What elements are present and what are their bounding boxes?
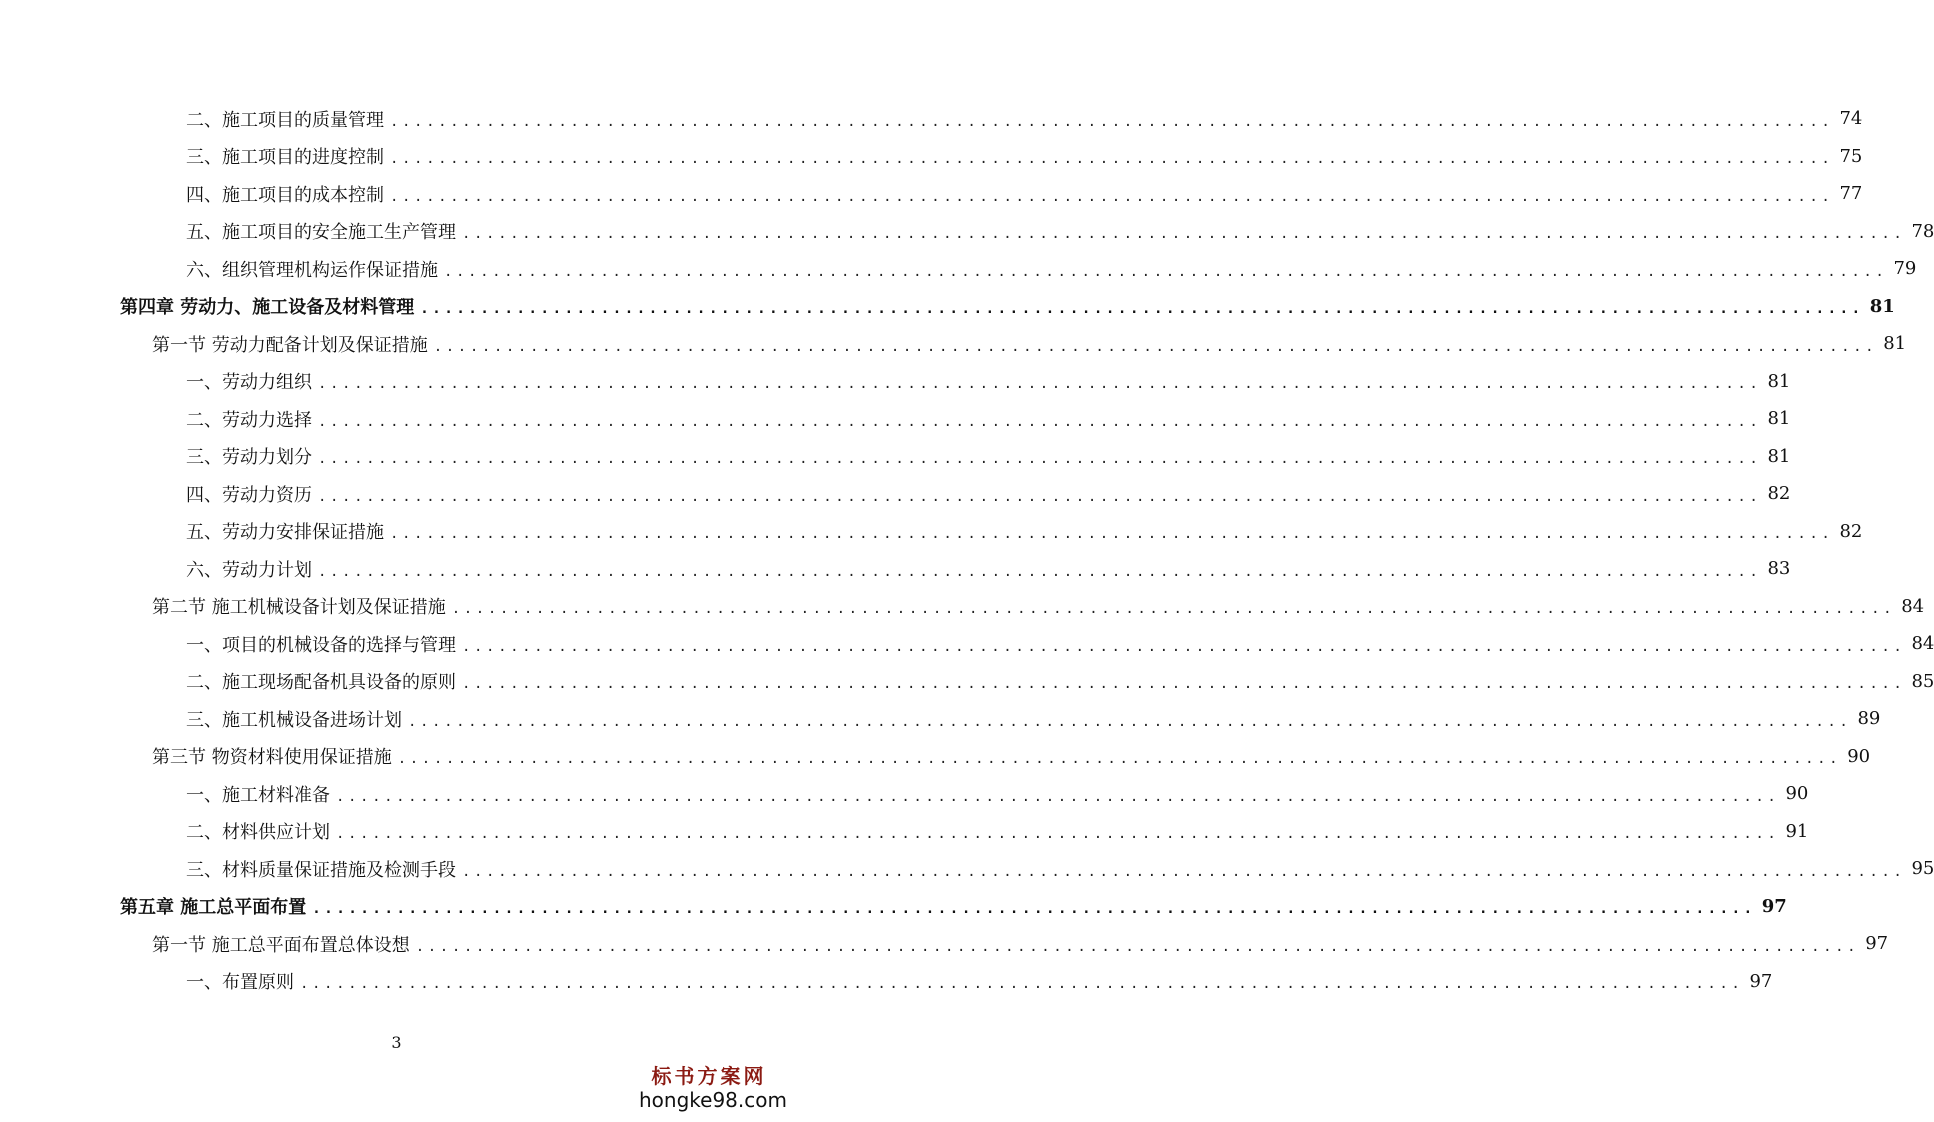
toc-entry-title: 一、布置原则: [186, 972, 294, 993]
toc-chapter-entry[interactable]: [120, 888, 1787, 925]
toc-page-number: 75: [1839, 145, 1863, 167]
toc-item-entry[interactable]: [186, 550, 1791, 587]
toc-page-number: 91: [1785, 820, 1809, 842]
toc-entry-title: 二、劳动力选择: [186, 409, 312, 431]
toc-entry-title: 六、组织管理机构运作保证措施: [186, 259, 438, 281]
toc-entry-title: 第四章 劳动力、施工设备及材料管理: [120, 297, 415, 318]
toc-item-entry[interactable]: [186, 100, 1863, 137]
watermark: [639, 1064, 787, 1112]
page-number: 3: [391, 1033, 402, 1052]
toc-item-entry[interactable]: [186, 663, 1934, 700]
toc-entry-title: 二、施工现场配备机具设备的原则: [186, 672, 456, 693]
toc-item-entry[interactable]: [186, 813, 1809, 850]
toc-page-number: 81: [1869, 295, 1895, 317]
toc-dot-leader: ........................................................................................................................: [318, 451, 1762, 467]
toc-chapter-entry[interactable]: [120, 288, 1895, 325]
toc-entry-title: 第二节 施工机械设备计划及保证措施: [152, 597, 446, 618]
watermark-url: hongke98.com: [639, 1088, 787, 1112]
toc-entry-title: 五、施工项目的安全施工生产管理: [186, 222, 456, 243]
toc-page-number: 84: [1911, 633, 1934, 654]
toc-item-entry[interactable]: [186, 250, 1917, 287]
toc-dot-leader: ........................................................................................................................: [390, 188, 1834, 205]
toc-dot-leader: ........................................................................................................................: [397, 751, 1842, 767]
toc-item-entry[interactable]: [186, 700, 1881, 737]
toc-page-number: 79: [1893, 258, 1917, 279]
toc-item-entry[interactable]: [186, 438, 1791, 475]
toc-dot-leader: ........................................................................................................................: [462, 676, 1906, 692]
toc-entry-title: 三、材料质量保证措施及检测手段: [186, 859, 456, 881]
toc-page-number: 84: [1901, 595, 1925, 617]
toc-dot-leader: ........................................................................................................................: [415, 938, 1860, 955]
toc-item-entry[interactable]: [186, 175, 1863, 212]
toc-page-number: 82: [1839, 520, 1863, 542]
toc-item-entry[interactable]: [186, 775, 1809, 812]
toc-item-entry[interactable]: [186, 213, 1934, 250]
toc-item-entry[interactable]: [186, 963, 1773, 1000]
toc-entry-title: 第一节 劳动力配备计划及保证措施: [152, 334, 428, 356]
toc-page-number: 85: [1911, 670, 1934, 692]
toc-entry-title: 三、劳动力划分: [186, 447, 312, 468]
toc-dot-leader: ........................................................................................................................: [420, 301, 1864, 317]
toc-page-number: 97: [1761, 895, 1787, 917]
toc-dot-leader: ........................................................................................................................: [390, 526, 1834, 542]
toc-entry-title: 第一节 施工总平面布置总体设想: [152, 934, 410, 956]
toc-section-entry[interactable]: [152, 588, 1925, 625]
toc-dot-leader: ........................................................................................................................: [336, 788, 1780, 805]
toc-section-entry[interactable]: [152, 738, 1871, 775]
toc-dot-leader: ........................................................................................................................: [390, 113, 1834, 130]
toc-entry-title: 二、材料供应计划: [186, 822, 330, 843]
toc-item-entry[interactable]: [186, 138, 1863, 175]
toc-section-entry[interactable]: [152, 925, 1889, 962]
toc-dot-leader: ........................................................................................................................: [318, 488, 1762, 505]
toc-page-number: 78: [1911, 220, 1934, 242]
toc-item-entry[interactable]: [186, 625, 1934, 662]
toc-entry-title: 五、劳动力安排保证措施: [186, 522, 384, 543]
toc-dot-leader: ........................................................................................................................: [462, 863, 1906, 880]
toc-page-number: 95: [1911, 858, 1934, 879]
toc-dot-leader: ........................................................................................................................: [408, 713, 1852, 730]
toc-dot-leader: ........................................................................................................................: [300, 976, 1744, 992]
toc-page-number: 81: [1767, 445, 1791, 467]
toc-dot-leader: ........................................................................................................................: [451, 601, 1896, 617]
toc-page-number: 83: [1767, 558, 1791, 579]
toc-dot-leader: ........................................................................................................................: [336, 826, 1780, 842]
toc-page-number: 89: [1857, 708, 1881, 729]
toc-dot-leader: ........................................................................................................................: [318, 563, 1762, 580]
toc-entry-title: 六、劳动力计划: [186, 559, 312, 581]
toc-dot-leader: ........................................................................................................................: [444, 263, 1888, 280]
toc-page-number: 90: [1785, 783, 1809, 804]
toc-dot-leader: ........................................................................................................................: [433, 338, 1878, 355]
toc-entry-title: 三、施工项目的进度控制: [186, 147, 384, 168]
toc-dot-leader: ........................................................................................................................: [312, 901, 1756, 917]
watermark-brand: 标书方案网: [651, 1064, 767, 1088]
toc-page-number: 82: [1767, 483, 1791, 504]
toc-page-number: 90: [1847, 745, 1871, 767]
toc-section-entry[interactable]: [152, 325, 1907, 362]
toc-entry-title: 第五章 施工总平面布置: [120, 897, 307, 918]
toc-page-number: 81: [1767, 408, 1791, 429]
toc-item-entry[interactable]: [186, 475, 1791, 512]
toc-entry-title: 一、劳动力组织: [186, 372, 312, 393]
toc-page-number: 77: [1839, 183, 1863, 204]
toc-entry-title: 一、施工材料准备: [186, 784, 330, 806]
toc-dot-leader: ........................................................................................................................: [318, 413, 1762, 430]
toc-item-entry[interactable]: [186, 850, 1934, 887]
toc-item-entry[interactable]: [186, 400, 1791, 437]
toc-dot-leader: ........................................................................................................................: [462, 226, 1906, 242]
toc-entry-title: 三、施工机械设备进场计划: [186, 709, 402, 731]
toc-dot-leader: ........................................................................................................................: [390, 151, 1834, 167]
toc-item-entry[interactable]: [186, 363, 1791, 400]
toc-entry-title: 四、施工项目的成本控制: [186, 184, 384, 206]
toc-item-entry[interactable]: [186, 513, 1863, 550]
toc-entry-title: 二、施工项目的质量管理: [186, 109, 384, 131]
toc-page-number: 97: [1865, 933, 1889, 954]
toc-page-number: 81: [1883, 333, 1907, 354]
toc-dot-leader: ........................................................................................................................: [318, 376, 1762, 392]
toc-page-number: 74: [1839, 108, 1863, 129]
toc-dot-leader: ........................................................................................................................: [462, 638, 1906, 655]
toc-entry-title: 四、劳动力资历: [186, 484, 312, 506]
toc-page-number: 81: [1767, 370, 1791, 392]
toc-page-number: 97: [1749, 970, 1773, 992]
toc-entry-title: 一、项目的机械设备的选择与管理: [186, 634, 456, 656]
toc-entry-title: 第三节 物资材料使用保证措施: [152, 747, 392, 768]
